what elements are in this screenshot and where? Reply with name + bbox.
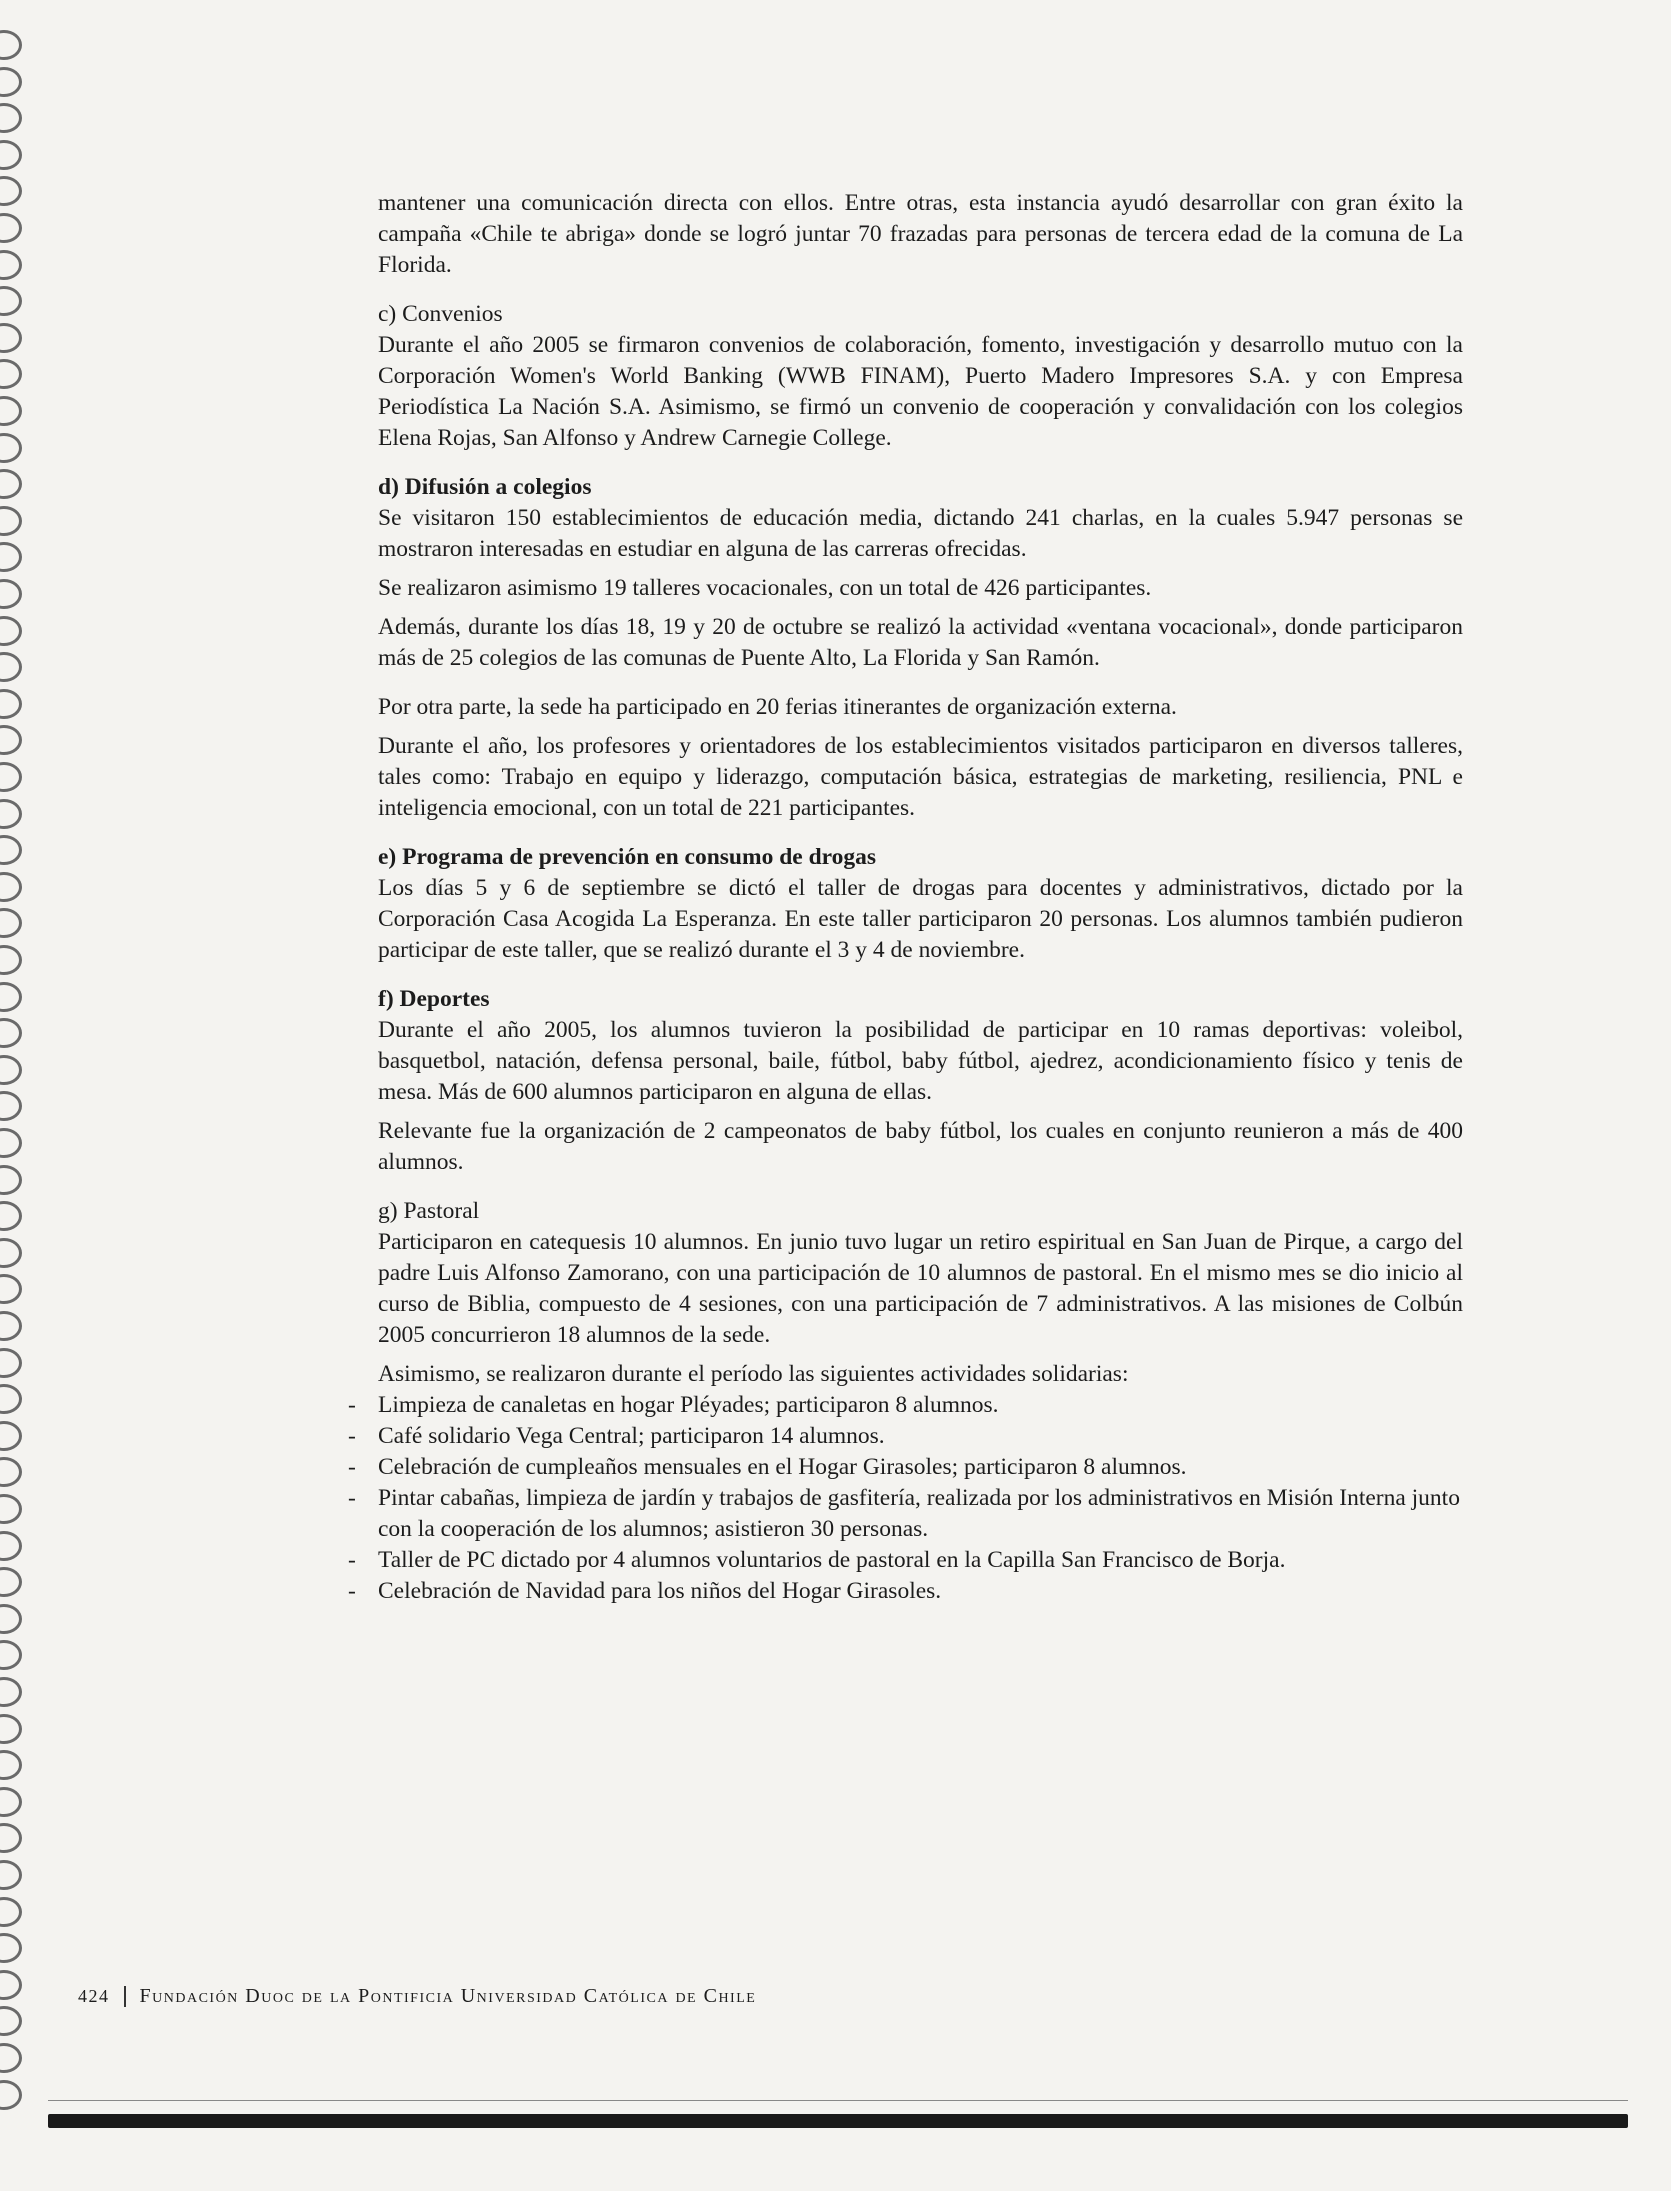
binding-ring <box>0 616 22 646</box>
binding-ring <box>0 652 22 682</box>
solidarity-activities-list <box>348 1390 1463 1607</box>
difusion-paragraph-1: Se visitaron 150 establecimientos de educación media, dictando 241 charlas, en la cuales 5.947 personas se mostraron interesadas en estudiar en alguna de las carreras ofrecidas. <box>378 505 1463 562</box>
binding-ring <box>0 286 22 316</box>
binding-ring <box>0 213 22 243</box>
dash-marker: - <box>348 1454 356 1480</box>
binding-ring <box>0 176 22 206</box>
binding-ring <box>0 725 22 755</box>
binding-ring <box>0 835 22 865</box>
pastoral-paragraph-1: Participaron en catequesis 10 alumnos. En junio tuvo lugar un retiro espiritual en San Juan de Pirque, a cargo del padre Luis Alfonso Zamorano, con una participación de 10 alumnos de pastoral. En el mismo mes se dio inicio al curso de Biblia, compuesto de 4 sesiones, con una participación de 7 administrativos. A las misiones de Colbún 2005 concurrieron 18 alumnos de la sede. <box>378 1229 1463 1348</box>
binding-ring <box>0 2080 22 2110</box>
dash-marker: - <box>348 1547 356 1573</box>
page-body <box>348 188 1463 1607</box>
binding-ring <box>0 323 22 353</box>
binding-ring <box>0 1201 22 1231</box>
page-number: 424 <box>78 1986 126 2007</box>
binding-ring <box>0 1970 22 2000</box>
binding-ring <box>0 982 22 1012</box>
convenios-paragraph: Durante el año 2005 se firmaron convenios de colaboración, fomento, investigación y desarrollo mutuo con la Corporación Women's World Banking (WWB FINAM), Puerto Madero Impresores S.A. y con Empresa Periodística La Nación S.A. Asimismo, se firmó un convenio de cooperación y convalidación con los colegios Elena Rojas, San Alfonso y Andrew Carnegie College. <box>378 332 1463 451</box>
binding-ring <box>0 1714 22 1744</box>
binding-ring <box>0 250 22 280</box>
binding-ring <box>0 2043 22 2073</box>
spiral-binding <box>0 0 28 2100</box>
dash-marker: - <box>348 1578 356 1604</box>
binding-ring <box>0 799 22 829</box>
binding-ring <box>0 1787 22 1817</box>
list-item: - Limpieza de canaletas en hogar Pléyades; participaron 8 alumnos. <box>368 1390 1463 1421</box>
binding-ring <box>0 1604 22 1634</box>
intro-paragraph: mantener una comunicación directa con ellos. Entre otras, esta instancia ayudó desarrollar con gran éxito la campaña «Chile te abriga» donde se logró juntar 70 frazadas para personas de tercera edad de la comuna de La Florida. <box>378 190 1463 278</box>
list-item: - Celebración de cumpleaños mensuales en el Hogar Girasoles; participaron 8 alumnos. <box>368 1452 1463 1483</box>
list-item: - Taller de PC dictado por 4 alumnos voluntarios de pastoral en la Capilla San Francisco de Borja. <box>368 1545 1463 1576</box>
binding-ring <box>0 506 22 536</box>
binding-ring <box>0 1311 22 1341</box>
binding-ring <box>0 469 22 499</box>
difusion-paragraph-3: Además, durante los días 18, 19 y 20 de octubre se realizó la actividad «ventana vocacional», donde participaron más de 25 colegios de las comunas de Puente Alto, La Florida y San Ramón. <box>378 614 1463 671</box>
dash-marker: - <box>348 1423 356 1449</box>
binding-ring <box>0 1128 22 1158</box>
binding-ring <box>0 1897 22 1927</box>
binding-ring <box>0 67 22 97</box>
binding-ring <box>0 1823 22 1853</box>
binding-ring <box>0 1384 22 1414</box>
deportes-paragraph-1: Durante el año 2005, los alumnos tuvieron la posibilidad de participar en 10 ramas deportivas: voleibol, basquetbol, natación, defensa personal, baile, fútbol, baby fútbol, ajedrez, acondicionamiento físico y tenis de mesa. Más de 600 alumnos participaron en alguna de ellas. <box>378 1017 1463 1105</box>
binding-ring <box>0 396 22 426</box>
page-bottom-bar <box>48 2114 1628 2128</box>
binding-ring <box>0 1531 22 1561</box>
binding-ring <box>0 1348 22 1378</box>
binding-ring <box>0 1165 22 1195</box>
dash-marker: - <box>348 1485 356 1511</box>
difusion-paragraph-2: Se realizaron asimismo 19 talleres vocacionales, con un total de 426 participantes. <box>378 575 1152 601</box>
binding-ring <box>0 908 22 938</box>
section-heading-convenios: c) Convenios <box>378 301 503 327</box>
section-heading-pastoral: g) Pastoral <box>378 1198 480 1224</box>
binding-ring <box>0 1677 22 1707</box>
footer-organization: Fundación Duoc de la Pontificia Universidad Católica de Chile <box>139 1984 757 2007</box>
binding-ring <box>0 1091 22 1121</box>
binding-ring <box>0 1238 22 1268</box>
difusion-paragraph-5: Durante el año, los profesores y orientadores de los establecimientos visitados participaron en diversos talleres, tales como: Trabajo en equipo y liderazgo, computación básica, estrategias de marketing, resiliencia, PNL e inteligencia emocional, con un total de 221 participantes. <box>378 733 1463 821</box>
binding-ring <box>0 2006 22 2036</box>
binding-ring <box>0 103 22 133</box>
binding-ring <box>0 945 22 975</box>
binding-ring <box>0 689 22 719</box>
binding-ring <box>0 1494 22 1524</box>
binding-ring <box>0 1860 22 1890</box>
binding-ring <box>0 1640 22 1670</box>
binding-ring <box>0 872 22 902</box>
binding-ring <box>0 1055 22 1085</box>
binding-ring <box>0 433 22 463</box>
binding-ring <box>0 1750 22 1780</box>
list-item: - Celebración de Navidad para los niños del Hogar Girasoles. <box>368 1576 1463 1607</box>
difusion-paragraph-4: Por otra parte, la sede ha participado en 20 ferias itinerantes de organización externa. <box>378 694 1177 720</box>
binding-ring <box>0 1274 22 1304</box>
binding-ring <box>0 30 22 60</box>
binding-ring <box>0 1421 22 1451</box>
section-heading-drogas: e) Programa de prevención en consumo de drogas <box>378 844 877 870</box>
drogas-paragraph: Los días 5 y 6 de septiembre se dictó el taller de drogas para docentes y administrativos, dictado por la Corporación Casa Acogida La Esperanza. En este taller participaron 20 personas. Los alumnos también pudieron participar de este taller, que se realizó durante el 3 y 4 de noviembre. <box>378 875 1463 963</box>
list-item: - Pintar cabañas, limpieza de jardín y trabajos de gasfitería, realizada por los administrativos en Misión Interna junto con la cooperación de los alumnos; asistieron 30 personas. <box>348 1485 1460 1542</box>
list-item: - Café solidario Vega Central; participaron 14 alumnos. <box>368 1421 1463 1452</box>
section-heading-deportes: f) Deportes <box>378 986 490 1012</box>
binding-ring <box>0 1567 22 1597</box>
pastoral-paragraph-2: Asimismo, se realizaron durante el período las siguientes actividades solidarias: <box>378 1361 1129 1387</box>
section-heading-difusion: d) Difusión a colegios <box>378 474 592 500</box>
binding-ring <box>0 579 22 609</box>
deportes-paragraph-2: Relevante fue la organización de 2 campeonatos de baby fútbol, los cuales en conjunto reunieron a más de 400 alumnos. <box>378 1118 1463 1175</box>
page-footer <box>78 1976 756 2016</box>
binding-ring <box>0 762 22 792</box>
binding-ring <box>0 359 22 389</box>
binding-ring <box>0 1457 22 1487</box>
footer-rule <box>48 2100 1628 2101</box>
binding-ring <box>0 1933 22 1963</box>
binding-ring <box>0 140 22 170</box>
dash-marker: - <box>348 1392 356 1418</box>
binding-ring <box>0 1018 22 1048</box>
binding-ring <box>0 542 22 572</box>
